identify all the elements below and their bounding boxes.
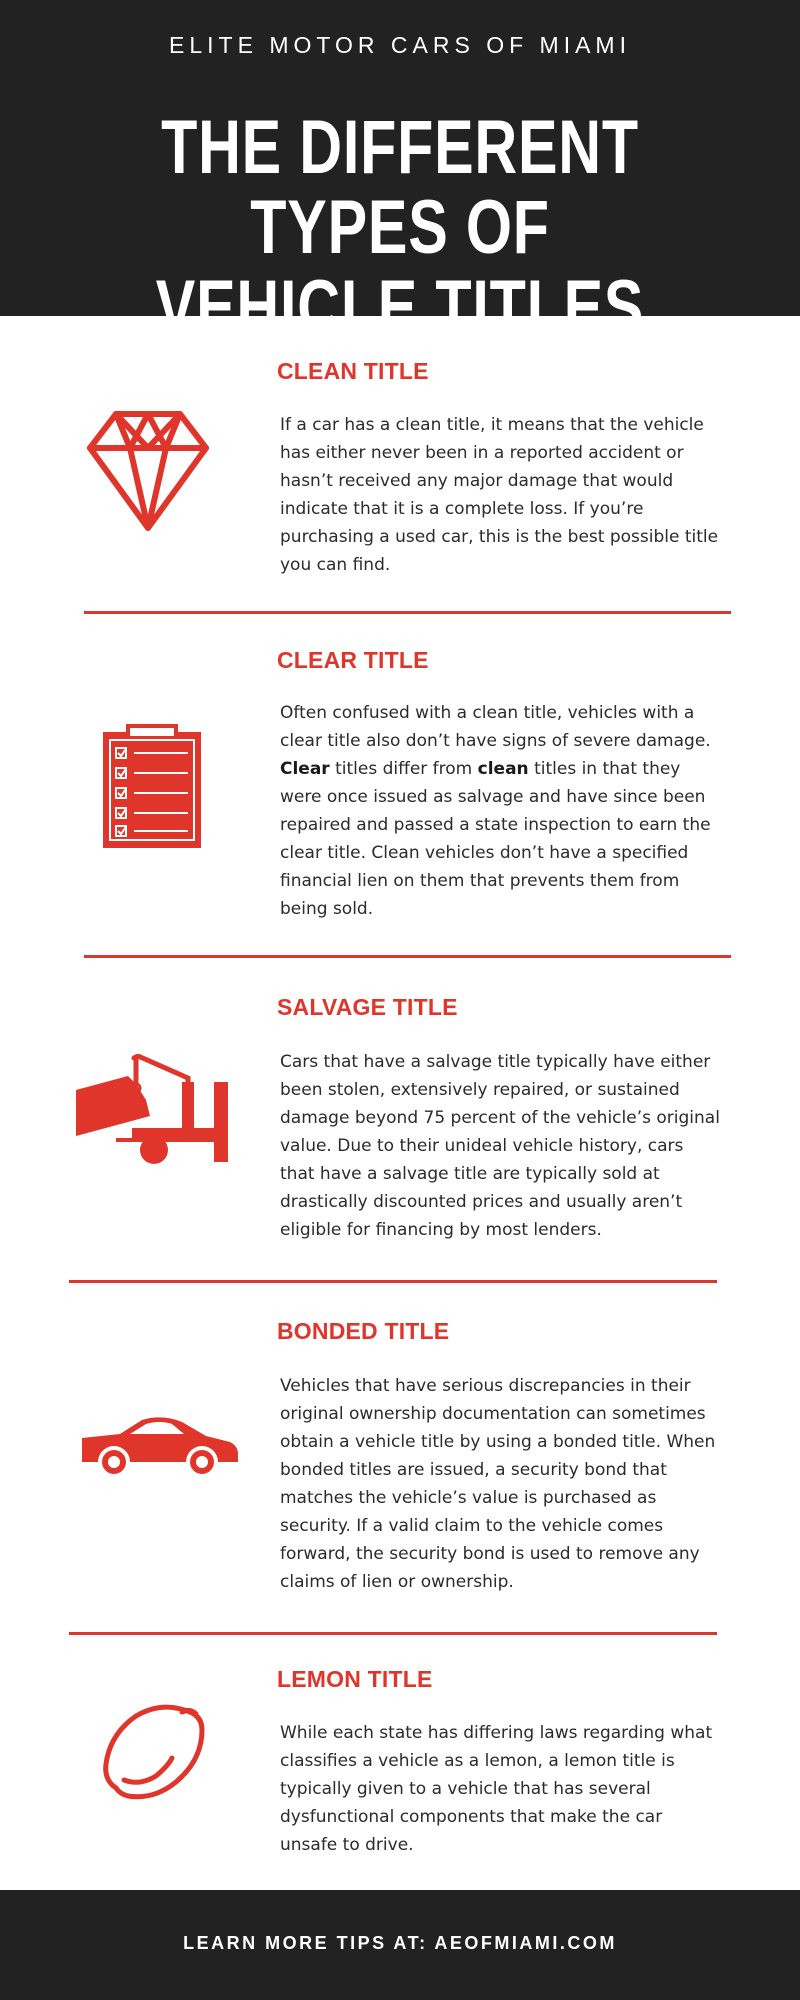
section-divider [69, 1280, 717, 1283]
page-title [104, 105, 697, 350]
title-line-2: VEHICLE TITLES [155, 265, 645, 350]
clean-title-description: If a car has a clean title, it means that the vehicle has either never been in a reported accident or hasn’t received any major damage that would indicate that it is a complete loss. If you’re purchasing a used car, this is the best possible title you can find. [280, 415, 719, 575]
tow-truck-icon [76, 1054, 228, 1166]
section-divider [84, 955, 731, 958]
lemon-icon [98, 1700, 208, 1804]
header-banner [0, 0, 800, 350]
section-divider [69, 1632, 717, 1635]
clean-title-heading: CLEAN TITLE [277, 358, 429, 384]
clear-title-description: Often confused with a clean title, vehicles with a clear title also don’t have signs of severe damage. Clear titles differ from clean titles in that they were once issued as salvage and have since been repaired and passed a state inspection to earn the clear title. Clean vehicles don’t have a specified financial lien on them that prevents them from being sold. [280, 703, 711, 919]
car-icon [80, 1416, 240, 1476]
salvage-title-heading: SALVAGE TITLE [277, 994, 458, 1020]
bonded-title-heading: BONDED TITLE [277, 1318, 450, 1344]
lemon-title-heading: LEMON TITLE [277, 1666, 433, 1692]
footer-banner [0, 1890, 800, 2000]
salvage-title-description: Cars that have a salvage title typically have either been stolen, extensively repaired, or sustained damage beyond 75 percent of the vehicle’s original value. Due to their unideal vehicle history, cars that have a salvage title are typically sold at drastically discounted prices and usually aren’t eligible for financing by most lenders. [280, 1052, 720, 1240]
clipboard-checklist-icon [100, 722, 204, 852]
title-line-1: THE DIFFERENT TYPES OF [161, 105, 639, 270]
lemon-title-description: While each state has differing laws regarding what classifies a vehicle as a lemon, a lemon title is typically given to a vehicle that has several dysfunctional components that make the car unsafe to drive. [280, 1723, 713, 1855]
clear-title-heading: CLEAR TITLE [277, 647, 429, 673]
diamond-icon [84, 410, 212, 534]
brand-name: ELITE MOTOR CARS OF MIAMI [169, 32, 631, 58]
bonded-title-description: Vehicles that have serious discrepancies in their original ownership documentation can sometimes obtain a vehicle title by using a bonded title. When bonded titles are issued, a security bond that matches the vehicle’s value is purchased as security. If a valid claim to the vehicle comes forward, the security bond is used to remove any claims of lien or ownership. [280, 1376, 716, 1592]
footer-cta: LEARN MORE TIPS AT: AEOFMIAMI.COM [183, 1933, 617, 1953]
section-divider [84, 611, 731, 614]
